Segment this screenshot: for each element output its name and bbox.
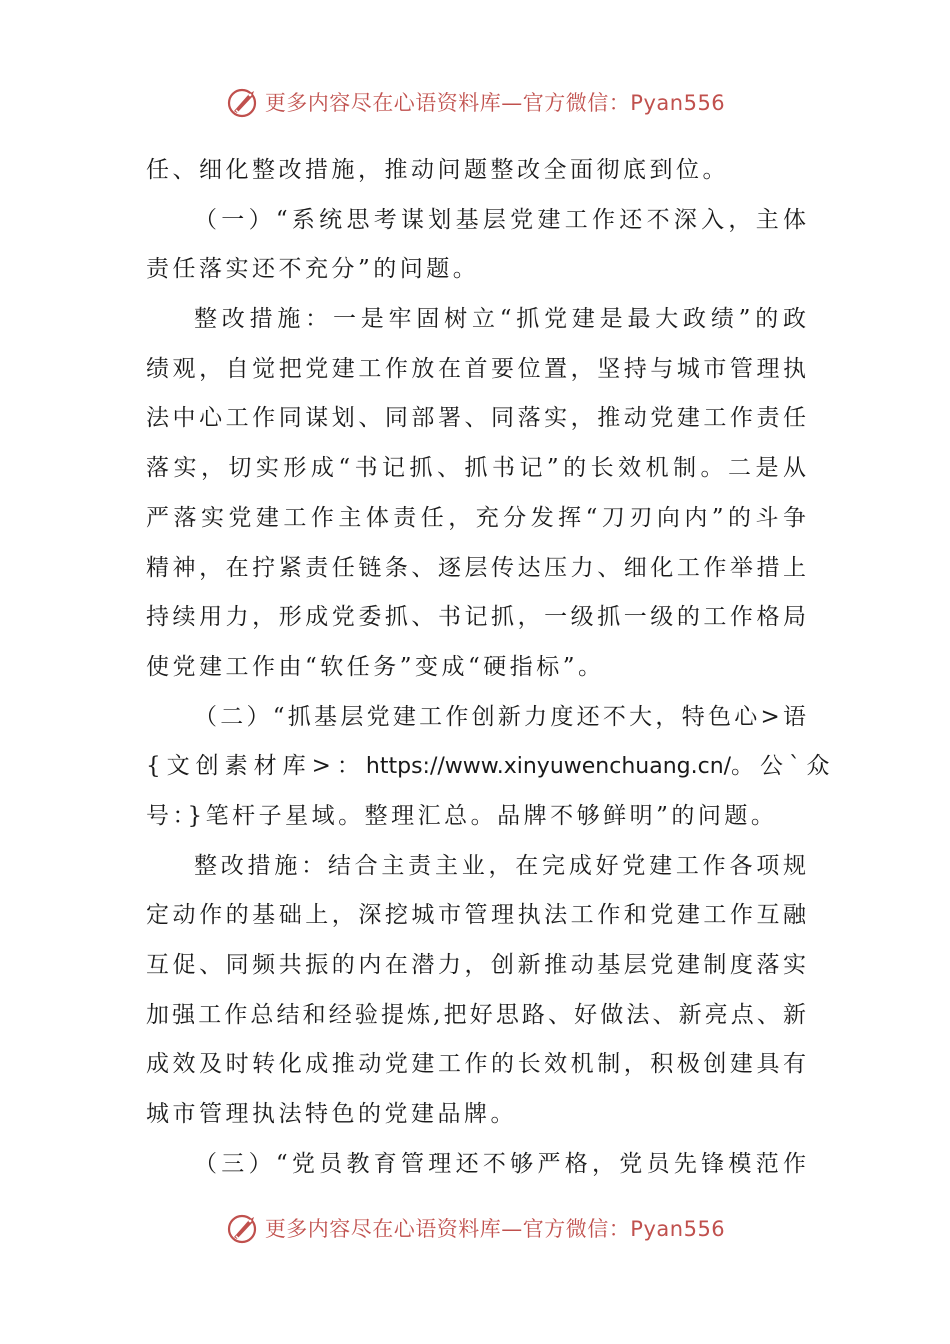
document-body xyxy=(146,146,836,1189)
body-line: 精神，在拧紧责任链条、逐层传达压力、细化工作举措上 xyxy=(146,554,806,581)
footer-banner xyxy=(0,1208,950,1248)
body-line: 法中心工作同谋划、同部署、同落实，推动党建工作责任 xyxy=(146,405,806,432)
body-line: 加强工作总结和经验提炼,把好思路、好做法、新亮点、新 xyxy=(146,1001,806,1028)
body-line: 整改措施：一是牢固树立“抓党建是最大政绩”的政 xyxy=(194,306,806,333)
body-line: 使党建工作由“软任务”变成“硬指标”。 xyxy=(146,653,605,680)
section-heading-2-end: 号：}笔杆子星域。整理汇总。品牌不够鲜明”的问题。 xyxy=(146,802,778,829)
pen-nib-logo-icon xyxy=(225,84,261,120)
section-heading-3: （三）“党员教育管理还不够严格，党员先锋模范作 xyxy=(194,1150,806,1177)
body-line: 城市管理执法特色的党建品牌。 xyxy=(146,1101,517,1128)
pen-nib-logo-icon xyxy=(225,1210,261,1246)
body-line: 成效及时转化成推动党建工作的长效机制，积极创建具有 xyxy=(146,1051,806,1078)
heading-fragment: {文创素材库>： xyxy=(146,753,366,780)
body-line: 互促、同频共振的内在潜力，创新推动基层党建制度落实 xyxy=(146,952,806,978)
body-line: 任、细化整改措施，推动问题整改全面彻底到位。 xyxy=(146,157,729,183)
section-heading-1: （一）“系统思考谋划基层党建工作还不深入，主体 xyxy=(194,206,806,233)
website-url: https://www.xinyuwenchuang.cn/ xyxy=(365,754,732,780)
body-line: 整改措施：结合主责主业，在完成好党建工作各项规 xyxy=(194,852,806,879)
body-line: 严落实党建工作主体责任，充分发挥“刀刃向内”的斗争 xyxy=(146,504,806,531)
section-heading-2-cont xyxy=(146,742,836,792)
header-banner-text: 更多内容尽在心语资料库—官方微信：Pyan556 xyxy=(264,91,726,115)
footer-banner-text: 更多内容尽在心语资料库—官方微信：Pyan556 xyxy=(264,1217,726,1241)
body-line: 绩观，自觉把党建工作放在首要位置，坚持与城市管理执 xyxy=(146,355,806,382)
header-banner xyxy=(0,82,950,122)
heading-fragment: 。公`众 xyxy=(731,753,836,780)
section-heading-2: （二）“抓基层党建工作创新力度还不大，特色心>语 xyxy=(194,703,806,730)
section-heading-1-cont: 责任落实还不充分”的问题。 xyxy=(146,256,480,283)
body-line: 持续用力，形成党委抓、书记抓，一级抓一级的工作格局 xyxy=(146,604,806,631)
body-line: 定动作的基础上，深挖城市管理执法工作和党建工作互融 xyxy=(146,902,806,929)
body-line: 落实，切实形成“书记抓、抓书记”的长效机制。二是从 xyxy=(146,455,806,482)
